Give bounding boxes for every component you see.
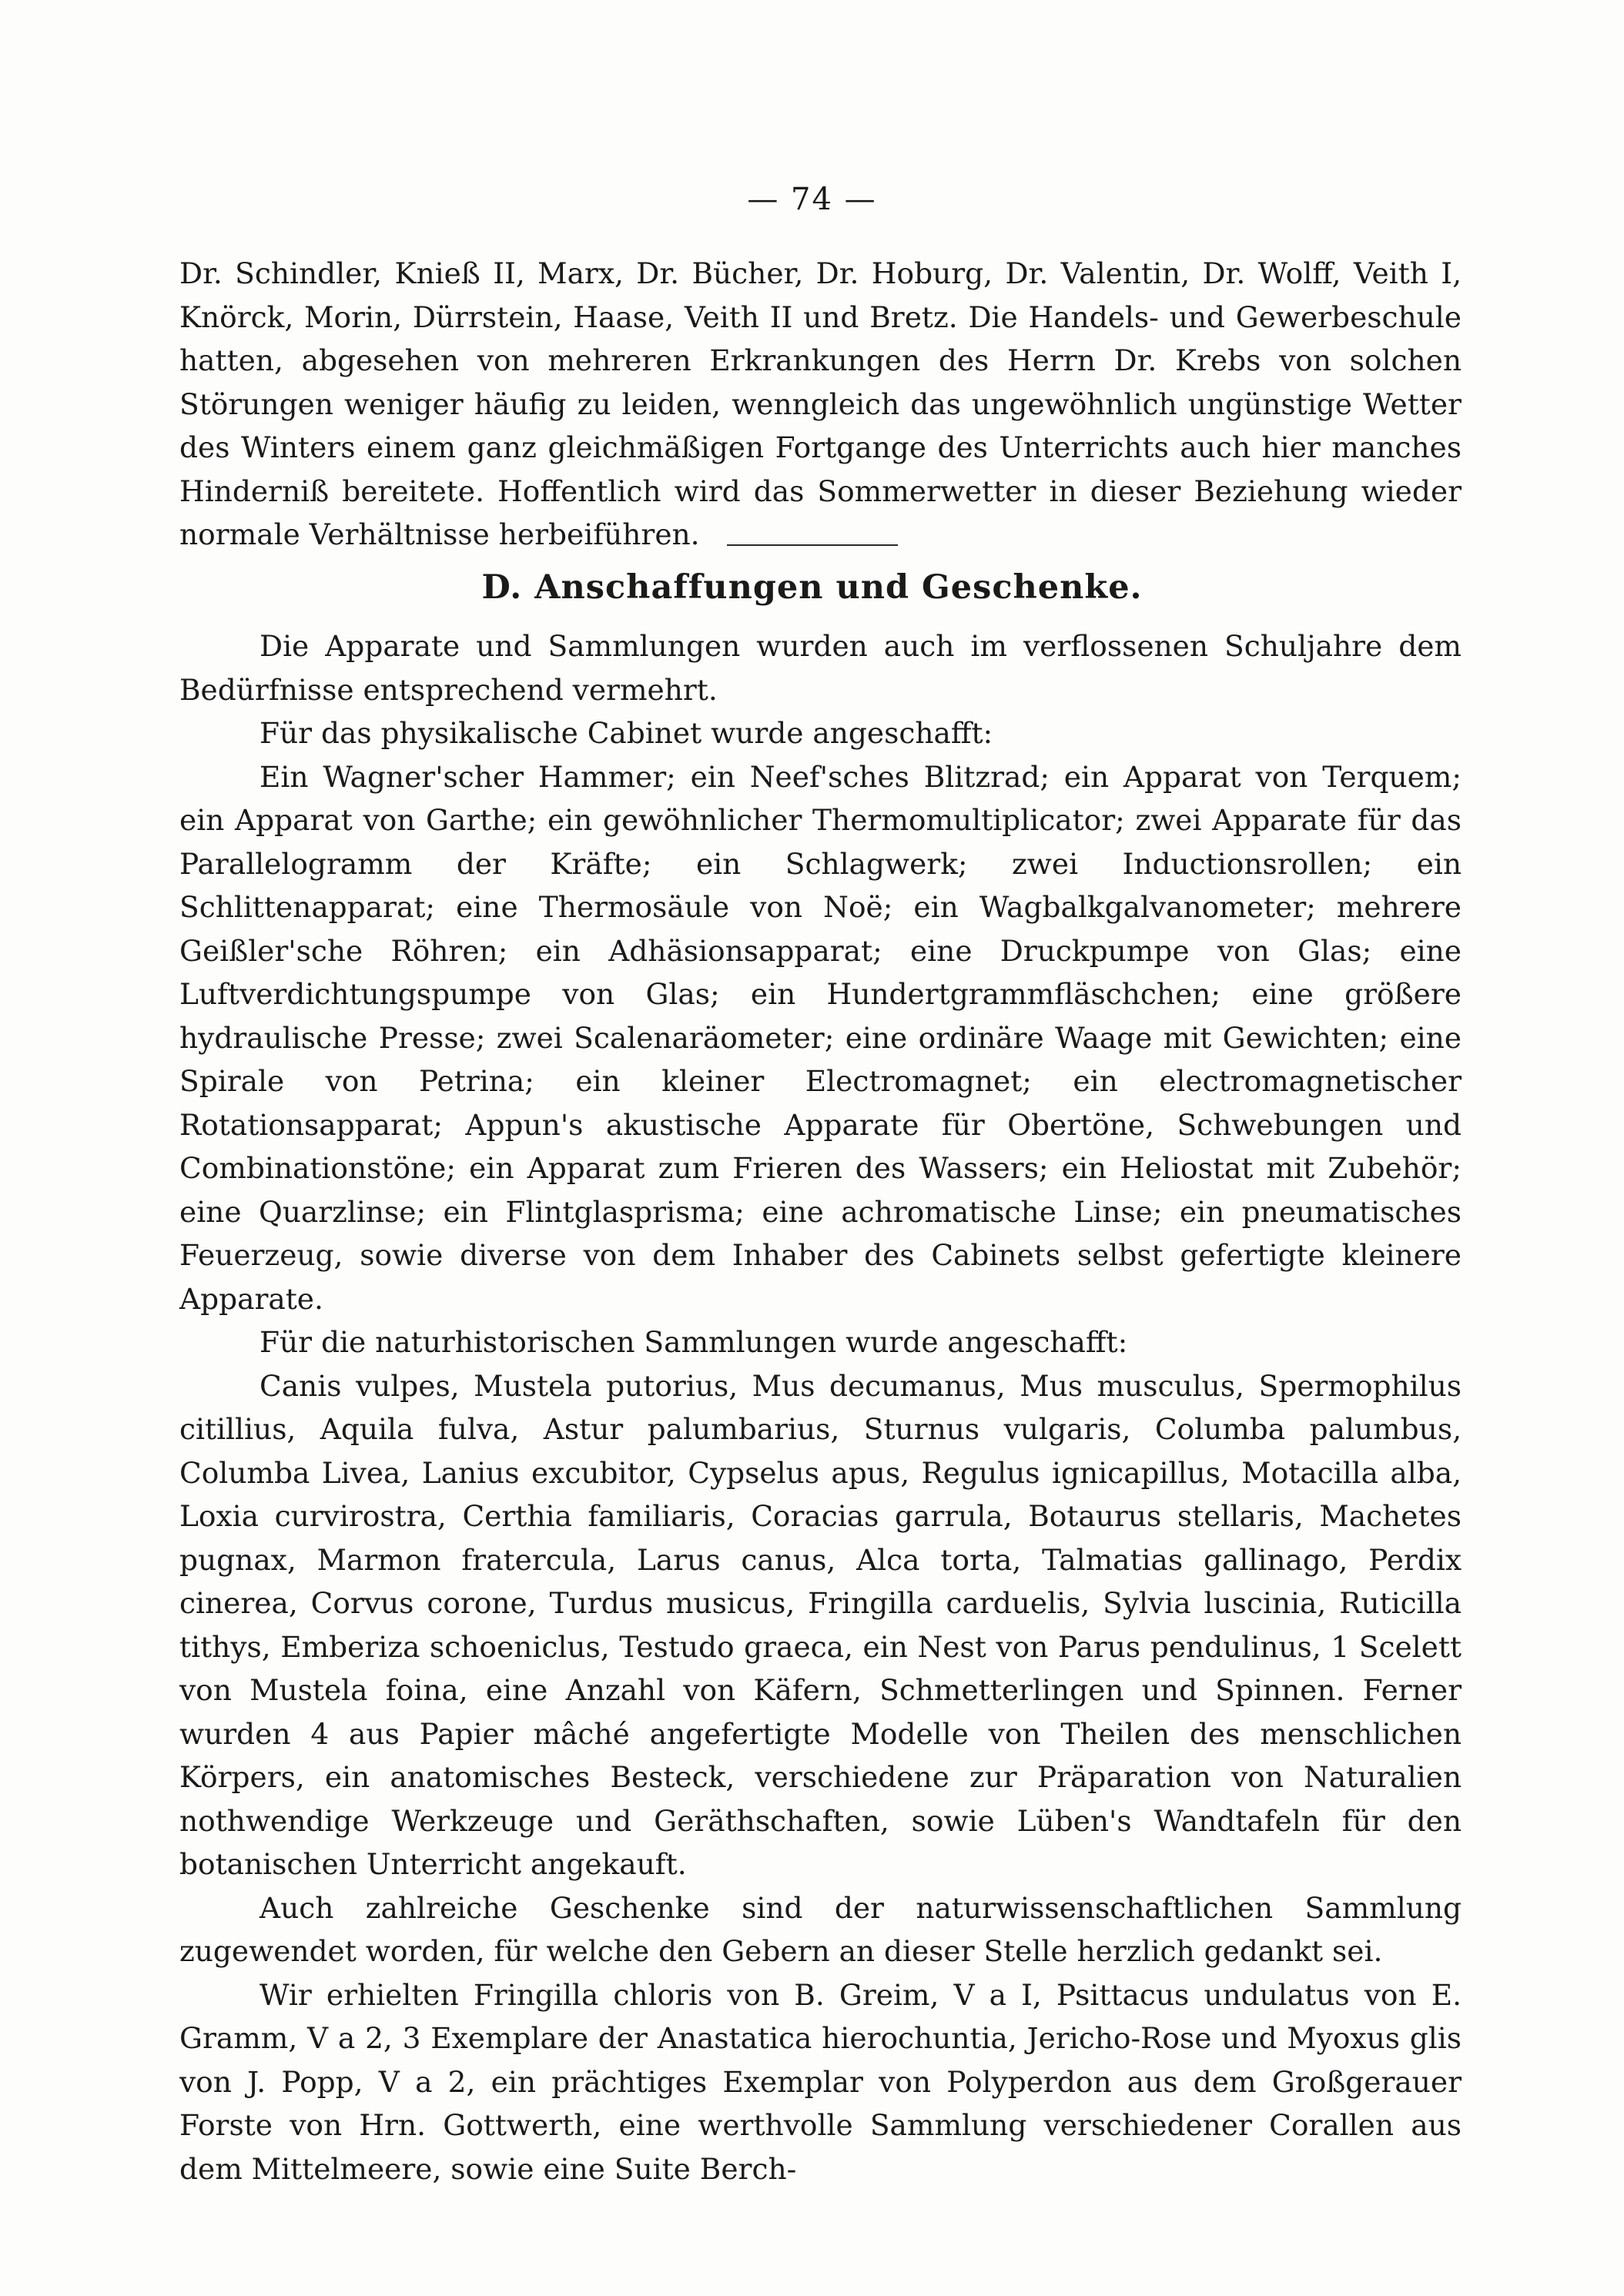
gifts-list: Wir erhielten Fringilla chloris von B. Greim, V a I, Psittacus undulatus von E. Gramm, V a 2, 3 Exemplare der Anastatica hierochuntia, Jericho-Rose und Myoxus glis von J. Popp, V a 2, ein prächtiges Exemplar von Polyperdon aus dem Großgerauer Forste von Hrn. Gottwerth, eine werthvolle Sammlung verschiedener Corallen aus dem Mittelmeere, sowie eine Suite Berch-	[179, 1977, 1462, 2186]
page-number: — 74 —	[747, 182, 877, 217]
paragraph-text: Dr. Schindler, Knieß II, Marx, Dr. Bücher, Dr. Hoburg, Dr. Valentin, Dr. Wolff, Veith I, Knörck, Morin, Dürrstein, Haase, Veith II und Bretz. Die Handels- und Gewerbeschule hatten, abgesehen von mehreren Erkrankungen des Herrn Dr. Krebs von solchen Störungen weniger häufig zu leiden, wenngleich das ungewöhnlich ungünstige Wetter des Winters einem ganz gleichmäßigen Fortgange des Unterrichts auch hier manches Hinderniß bereitete. Hoffentlich wird das Sommerwetter in dieser Beziehung wieder normale Verhältnisse herbeiführen.	[179, 256, 1462, 551]
gifts-intro-paragraph: Auch zahlreiche Geschenke sind der naturwissenschaftlichen Sammlung zugewendet worden, für welche den Gebern an dieser Stelle herzlich gedankt sei.	[179, 1890, 1462, 1968]
physics-subheading: Für das physikalische Cabinet wurde angeschafft:	[260, 716, 993, 750]
continued-paragraph	[179, 252, 1462, 557]
intro-paragraph: Die Apparate und Sammlungen wurden auch im verflossenen Schuljahre dem Bedürfnisse entsprechend vermehrt.	[179, 629, 1462, 707]
natural-history-subheading: Für die naturhistorischen Sammlungen wurde angeschafft:	[260, 1325, 1128, 1359]
physics-list: Ein Wagner'scher Hammer; ein Neef'sches Blitzrad; ein Apparat von Terquem; ein Apparat von Garthe; ein gewöhnlicher Thermomultiplicator; zwei Apparate für das Parallelogramm der Kräfte; ein Schlagwerk; zwei Inductionsrollen; ein Schlittenapparat; eine Thermosäule von Noë; ein Wagbalkgalvanometer; mehrere Geißler'sche Röhren; ein Adhäsionsapparat; eine Druckpumpe von Glas; eine Luftverdichtungspumpe von Glas; ein Hundertgrammfläschchen; eine größere hydraulische Presse; zwei Scalenaräometer; eine ordinäre Waage mit Gewichten; eine Spirale von Petrina; ein kleiner Electromagnet; ein electromagnetischer Rotationsapparat; Appun's akustische Apparate für Obertöne, Schwebungen und Combinationstöne; ein Apparat zum Frieren des Wassers; ein Heliostat mit Zubehör; eine Quarzlinse; ein Flintglasprisma; eine achromatische Linse; ein pneumatisches Feuerzeug, sowie diverse von dem Inhaber des Cabinets selbst gefertigte kleinere Apparate.	[179, 759, 1462, 1316]
section-divider	[727, 544, 898, 546]
natural-history-list: Canis vulpes, Mustela putorius, Mus decumanus, Mus musculus, Spermophilus citillius, Aquila fulva, Astur palumbarius, Sturnus vulgaris, Columba palumbus, Columba Livea, Lanius excubitor, Cypselus apus, Regulus ignicapillus, Motacilla alba, Loxia curvirostra, Certhia familiaris, Coracias garrula, Botaurus stellaris, Machetes pugnax, Marmon fratercula, Larus canus, Alca torta, Talmatias gallinago, Perdix cinerea, Corvus corone, Turdus musicus, Fringilla carduelis, Sylvia luscinia, Ruticilla tithys, Emberiza schoeniclus, Testudo graeca, ein Nest von Parus pendulinus, 1 Scelett von Mustela foina, eine Anzahl von Käfern, Schmetterlingen und Spinnen. Ferner wurden 4 aus Papier mâché angefertigte Modelle von Theilen des menschlichen Körpers, ein anatomisches Besteck, verschiedene zur Präparation von Naturalien nothwendige Werkzeuge und Geräthschaften, sowie Lüben's Wandtafeln für den botanischen Unterricht angekauft.	[179, 1368, 1462, 1881]
section-body	[179, 624, 1462, 2191]
section-heading: D. Anschaffungen und Geschenke.	[481, 568, 1143, 607]
